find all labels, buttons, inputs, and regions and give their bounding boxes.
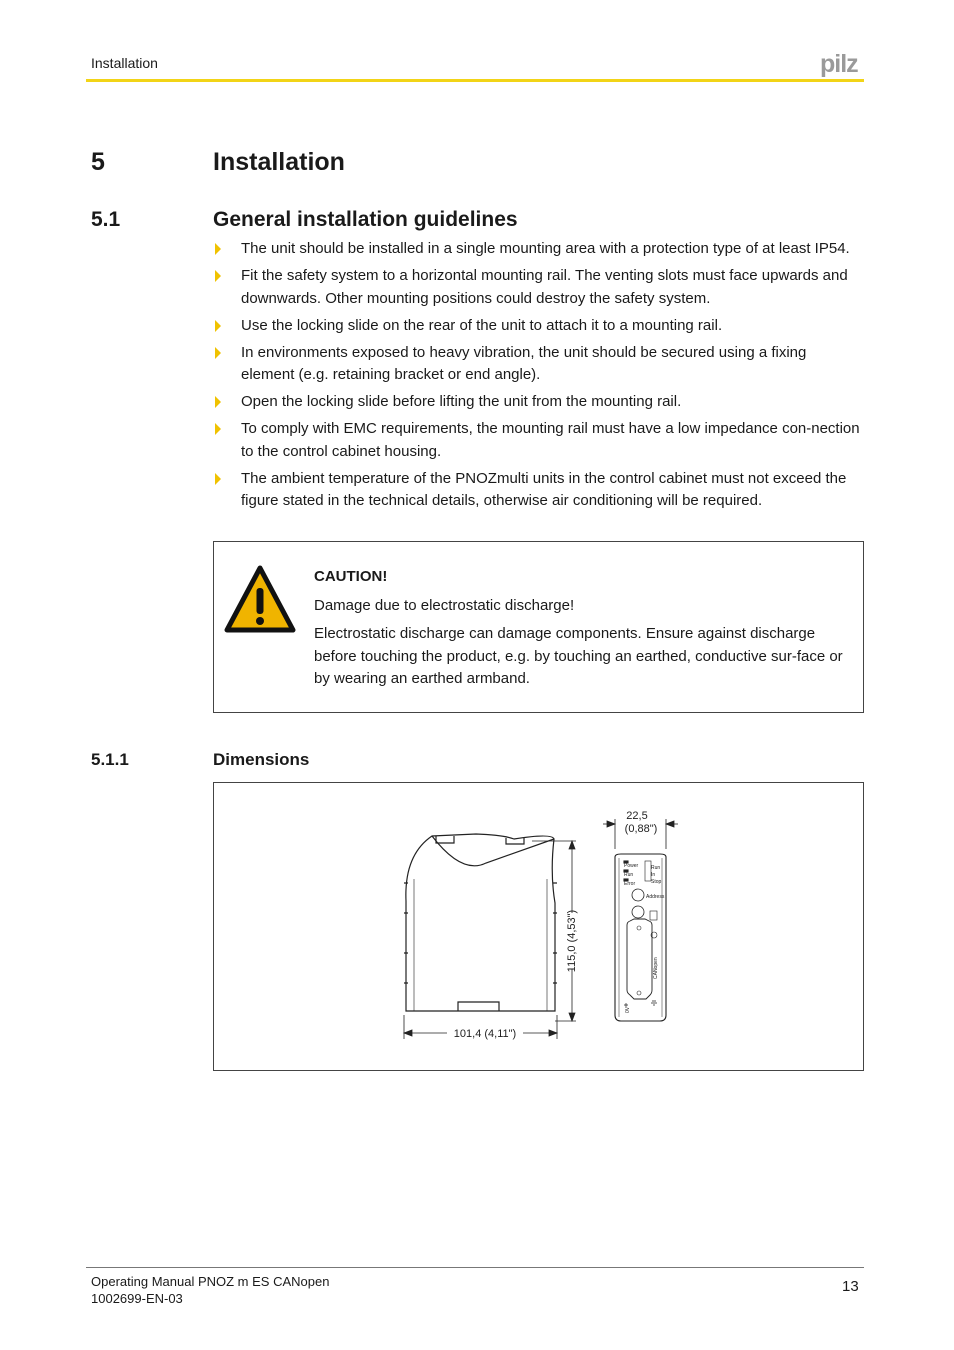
list-item <box>213 315 863 338</box>
front-label: Address <box>646 894 665 900</box>
section-title: General installation guidelines <box>213 208 518 231</box>
footer-rule <box>86 1267 864 1268</box>
guideline-list <box>213 238 863 517</box>
bullet-arrow-icon <box>215 270 221 282</box>
list-item <box>213 418 863 463</box>
list-item-text: The ambient temperature of the PNOZmulti units in the control cabinet must not exceed the figure stated in the technical details, otherwise air conditioning will be required. <box>241 469 847 509</box>
subsection-number: 5.1.1 <box>91 750 129 769</box>
list-item <box>213 342 863 387</box>
height-label: 115,0 (4,53") <box>566 909 578 973</box>
front-label: CANopen <box>653 957 659 979</box>
warning-triangle-icon <box>224 564 296 636</box>
list-item <box>213 468 863 513</box>
logo-text: pilz <box>820 50 858 78</box>
front-label: 0V <box>625 1006 631 1013</box>
bullet-arrow-icon <box>215 243 221 255</box>
front-label: In <box>651 872 656 878</box>
front-panel-labels <box>624 863 665 1013</box>
width-label: 101,4 (4,11") <box>453 1028 517 1040</box>
caution-box <box>213 541 864 713</box>
caution-title: CAUTION! <box>314 568 388 585</box>
list-item-text: Open the locking slide before lifting the unit from the mounting rail. <box>241 393 682 410</box>
bullet-arrow-icon <box>215 347 221 359</box>
list-item <box>213 238 863 261</box>
chapter-number: 5 <box>91 148 105 176</box>
chapter-title: Installation <box>213 148 345 176</box>
front-label: Run <box>624 872 634 878</box>
dimension-drawing <box>214 783 863 1070</box>
side-view <box>404 834 557 1011</box>
list-item-text: In environments exposed to heavy vibration, the unit should be secured using a fixing element (e.g. retaining bracket or end angle). <box>241 343 807 383</box>
bullet-arrow-icon <box>215 320 221 332</box>
footer-document-info <box>91 1273 329 1307</box>
front-label: Error <box>624 881 636 887</box>
caution-message: Damage due to electrostatic discharge! <box>314 596 575 614</box>
list-item-text: To comply with EMC requirements, the mounting rail must have a low impedance con-nection to the control cabinet housing. <box>241 420 860 460</box>
page-number: 13 <box>842 1278 859 1295</box>
list-item-text: Fit the safety system to a horizontal mounting rail. The venting slots must face upwards and downwards. Other mounting positions could destroy the safety system. <box>241 267 848 307</box>
footer-manual-title: Operating Manual PNOZ m ES CANopen <box>91 1274 330 1289</box>
front-label: Stop <box>651 879 662 885</box>
list-item-text: The unit should be installed in a single mounting area with a protection type of at least IP54. <box>241 240 850 257</box>
list-item-text: Use the locking slide on the rear of the unit to attach it to a mounting rail. <box>241 316 723 334</box>
pilz-logo <box>820 50 866 78</box>
subsection-title: Dimensions <box>213 750 310 769</box>
section-number: 5.1 <box>91 208 121 231</box>
header-section-title: Installation <box>91 55 158 71</box>
bullet-arrow-icon <box>215 473 221 485</box>
list-item <box>213 265 863 310</box>
depth-label: 22,5 <box>626 810 648 822</box>
bullet-arrow-icon <box>215 423 221 435</box>
front-label: Power <box>624 863 639 869</box>
dimensions-figure <box>213 782 864 1071</box>
list-item <box>213 391 863 414</box>
caution-detail: Electrostatic discharge can damage components. Ensure against discharge before touching the product, e.g. by touching an earthed, conductive sur-face or by wearing an earthed armband. <box>314 625 843 687</box>
footer-document-number: 1002699-EN-03 <box>91 1291 183 1306</box>
depth-label-inch: (0,88") <box>624 823 658 835</box>
bullet-arrow-icon <box>215 396 221 408</box>
header-rule <box>86 79 864 82</box>
front-label: Run <box>651 865 661 871</box>
